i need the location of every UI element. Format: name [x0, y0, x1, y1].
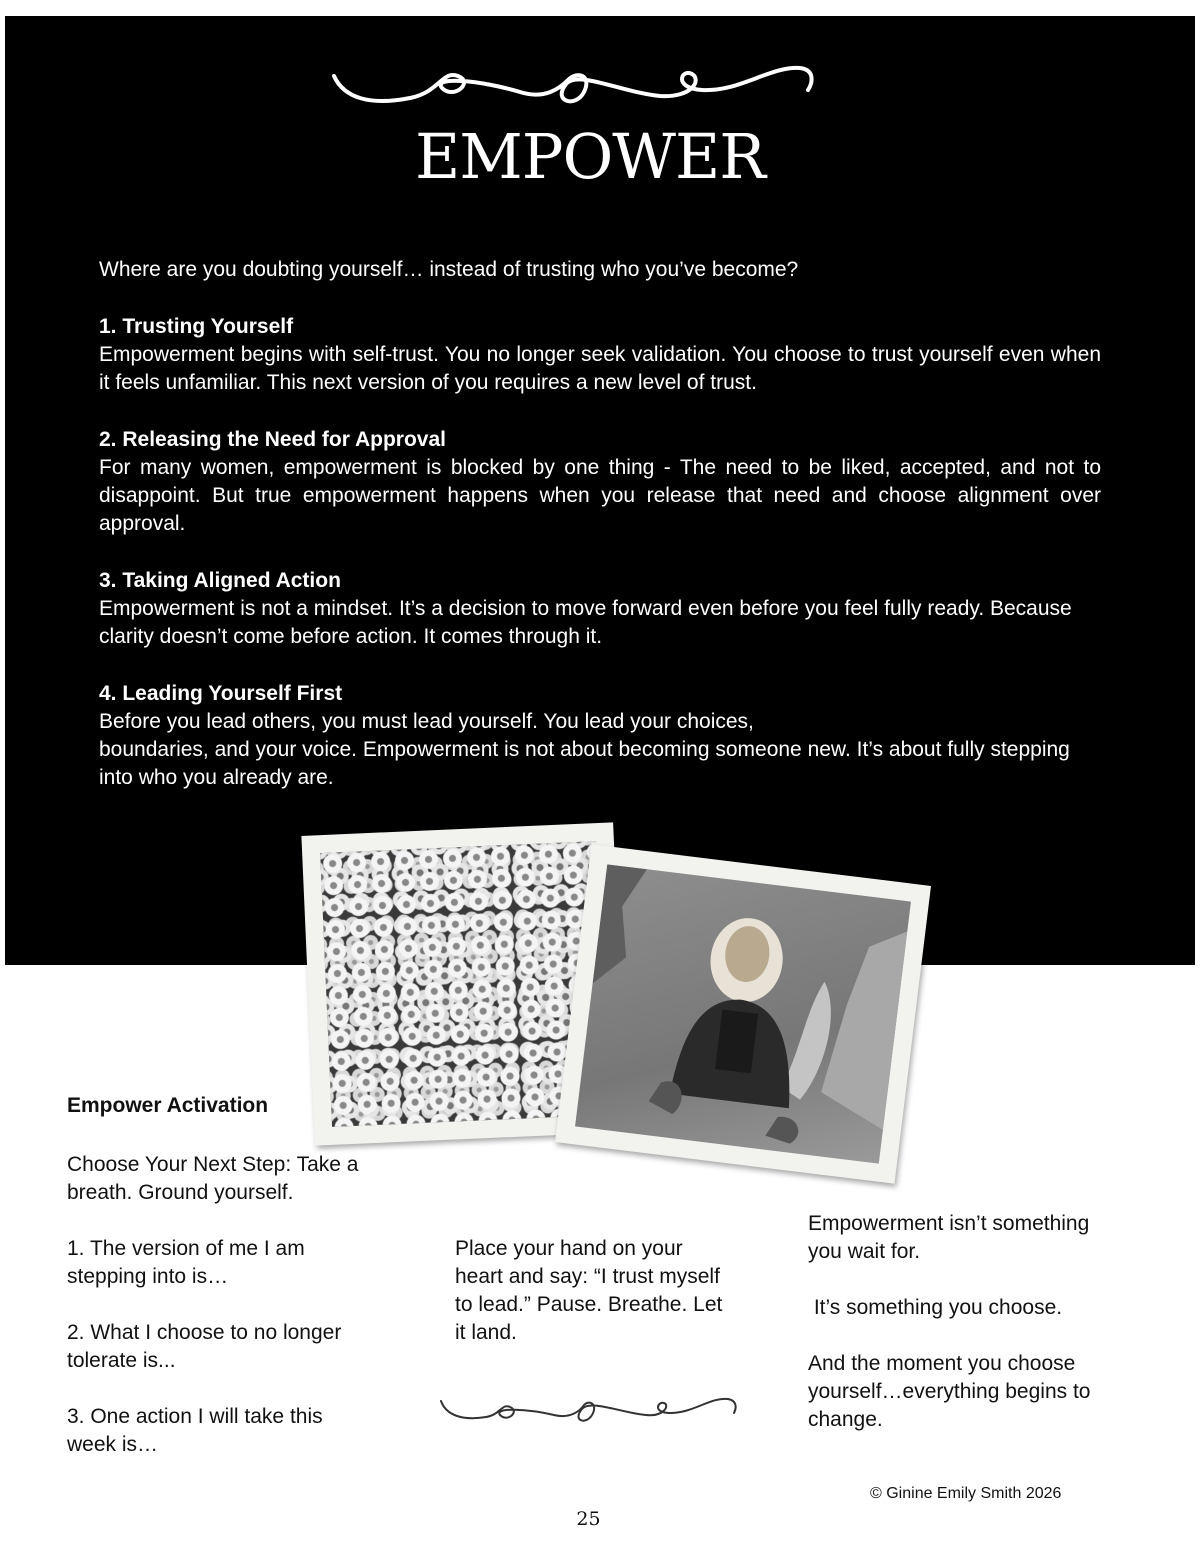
activation-intro: Choose Your Next Step: Take a breath. Ground yourself. [67, 1153, 359, 1204]
closing-line: And the moment you choose yourself…everything begins to change. [808, 1352, 1091, 1431]
activation-prompt: 3. One action I will take this week is… [67, 1405, 323, 1456]
section-heading: 3. Taking Aligned Action [99, 569, 341, 592]
swirl-flourish-icon [330, 62, 814, 120]
activation-prompt: 1. The version of me I am stepping into is… [67, 1237, 305, 1288]
swirl-flourish-icon [438, 1393, 740, 1433]
section-trusting-yourself [99, 313, 1101, 397]
section-releasing-approval [99, 426, 1101, 538]
middle-note: Place your hand on your heart and say: “I trust myself to lead.” Pause. Breathe. Let it land. [455, 1237, 723, 1344]
section-body: For many women, empowerment is blocked by one thing - The need to be liked, accepted, and not to disappoint. But true empowerment happens when you release that need and choose alignment over approval. [99, 456, 1101, 535]
page-number: 25 [576, 1508, 601, 1530]
section-aligned-action [99, 567, 1101, 651]
section-heading: 2. Releasing the Need for Approval [99, 428, 446, 451]
section-heading: 1. Trusting Yourself [99, 315, 294, 338]
section-body: Empowerment begins with self-trust. You no longer seek validation. You choose to trust yourself even when it feels unfamiliar. This next version of you requires a new level of trust. [99, 343, 1101, 394]
portrait-photo [555, 844, 931, 1183]
section-body: Empowerment is not a mindset. It’s a decision to move forward even before you feel fully ready. Because clarity doesn’t come before action. It comes through it. [99, 597, 1072, 648]
closing-line: It’s something you choose. [808, 1296, 1063, 1319]
copyright: © Ginine Emily Smith 2026 [870, 1485, 1062, 1502]
section-leading-yourself [99, 680, 1101, 792]
closing-message [808, 1210, 1128, 1462]
section-heading: 4. Leading Yourself First [99, 682, 343, 705]
activation-title: Empower Activation [67, 1094, 269, 1117]
section-body-line: boundaries, and your voice. Empowerment is not about becoming someone new. It’s about fully stepping into who you already are. [99, 738, 1070, 789]
section-body-line: Before you lead others, you must lead yourself. You lead your choices, [99, 710, 754, 733]
portrait-image [575, 864, 911, 1163]
intro-question: Where are you doubting yourself… instead of trusting who you’ve become? [99, 258, 799, 281]
sections-list [99, 313, 1101, 821]
closing-line: Empowerment isn’t something you wait for. [808, 1212, 1090, 1263]
activation-prompts [67, 1151, 367, 1487]
activation-prompt: 2. What I choose to no longer tolerate is... [67, 1321, 342, 1372]
page-title: EMPOWER [415, 120, 765, 193]
